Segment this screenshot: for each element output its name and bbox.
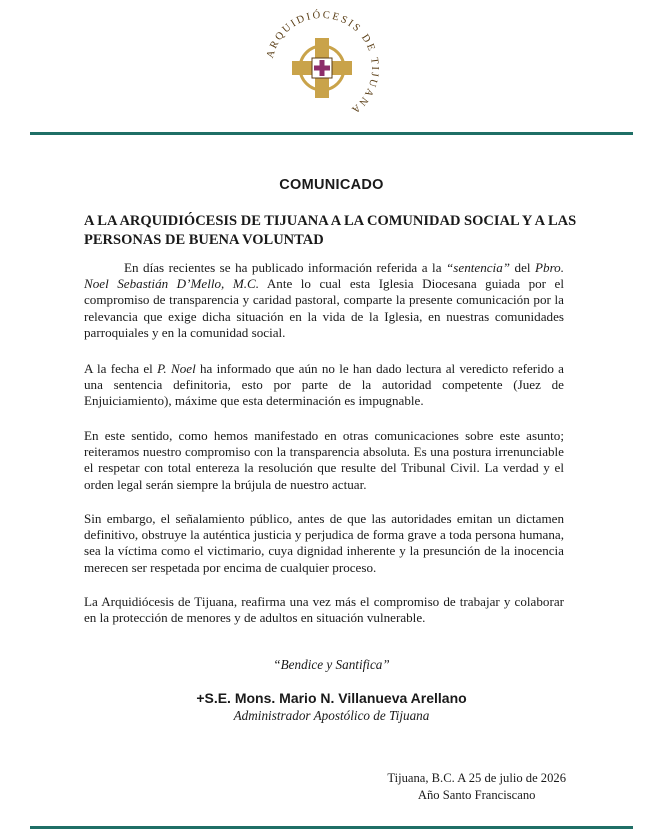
- date-line: Tijuana, B.C. A 25 de julio de 2026: [387, 771, 566, 785]
- archdiocese-logo: [262, 8, 382, 128]
- footer-divider: [30, 826, 633, 829]
- paragraph-5: La Arquidiócesis de Tijuana, reafirma una vez más el compromiso de trabajar y colaborar en la protección de menores y de adultos en situación vulnerable.: [84, 594, 564, 626]
- paragraph-3: En este sentido, como hemos manifestado en otras comunicaciones sobre este asunto; reiteramos nuestro compromiso con la transparencia absoluta. Es una postura irrenunciable el respetar con total entereza la resolución que resulte del Tribunal Civil. La verdad y el orden legal serán siempre la brújula de nuestro actuar.: [84, 428, 564, 492]
- document-addressee: A LA ARQUIDIÓCESIS DE TIJUANA A LA COMUNIDAD SOCIAL Y A LAS PERSONAS DE BUENA VOLUNTAD: [84, 213, 577, 248]
- signer-title: Administrador Apostólico de Tijuana: [233, 708, 430, 723]
- closing-motto: “Bendice y Santifica”: [273, 657, 390, 672]
- paragraph-2: A la fecha el P. Noel ha informado que aún no le han dado lectura al veredicto referido a una sentencia definitoria, esto por parte de la autoridad competente (Juez de Enjuiciamiento), máxime que esta determinación es impugnable.: [84, 361, 564, 409]
- place-and-date: [387, 770, 566, 804]
- signer-name: +S.E. Mons. Mario N. Villanueva Arellano: [196, 690, 467, 706]
- svg-text:ARQUIDIÓCESIS DE TIJUANA: ARQUIDIÓCESIS DE TIJUANA: [264, 9, 381, 117]
- year-note: Año Santo Franciscano: [417, 788, 536, 802]
- paragraph-1: En días recientes se ha publicado información referida a la “sentencia” del Pbro. Noel Sebastián D’Mello, M.C. Ante lo cual esta Iglesia Diocesana guiada por el compromiso de transparencia y caridad pastoral, comparte la presente comunicación por la relevancia que exige dicha situación en la vida de la Iglesia, en nuestras comunidades parroquiales y en la comunidad social.: [84, 260, 565, 340]
- paragraph-4: Sin embargo, el señalamiento público, antes de que las autoridades emitan un dictamen definitivo, obstruye la auténtica justicia y perjudica de forma grave a toda persona humana, sea la víctima como el victimario, cuya dignidad inherente y la presunción de la inocencia merecen ser respetada por encima de cualquier proceso.: [84, 511, 564, 575]
- document-title: COMUNICADO: [279, 177, 384, 193]
- header-divider: [30, 132, 633, 135]
- archdiocese-seal-icon: [262, 8, 382, 128]
